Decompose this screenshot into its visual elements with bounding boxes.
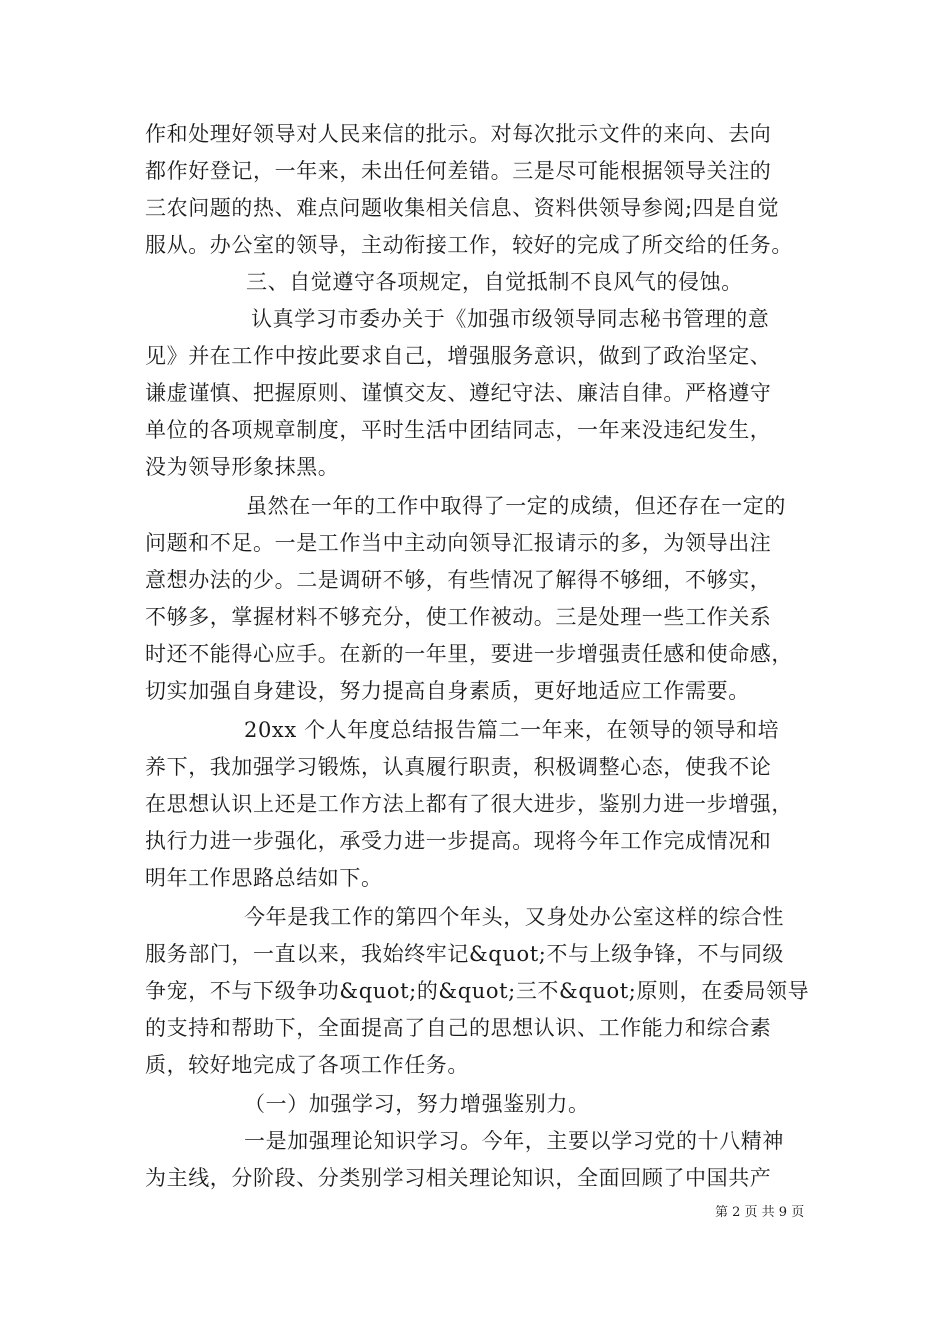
text-line-3: 三农问题的热、难点问题收集相关信息、资料供领导参阅;四是自觉 <box>145 196 780 220</box>
text-line-2: 都作好登记，一年来，未出任何差错。三是尽可能根据领导关注的 <box>145 159 772 183</box>
text-line-22: 今年是我工作的第四个年头，又身处办公室这样的综合性 <box>244 905 784 929</box>
text-line-19: 在思想认识上还是工作方法上都有了很大进步，鉴别力进一步增强， <box>145 792 793 816</box>
text-line-6: 认真学习市委办关于《加强市级领导同志秘书管理的意 <box>251 307 770 331</box>
text-line-10: 没为领导形象抹黑。 <box>145 455 340 479</box>
text-line-18: 养下，我加强学习锻炼，认真履行职责，积极调整心态，使我不论 <box>145 755 772 779</box>
text-line-23: 服务部门，一直以来，我始终牢记&quot;不与上级争锋，不与同级 <box>145 942 785 966</box>
text-line-25: 的支持和帮助下，全面提高了自己的思想认识、工作能力和综合素 <box>145 1016 772 1040</box>
text-line-15: 时还不能得心应手。在新的一年里，要进一步增强责任感和使命感， <box>145 642 793 666</box>
text-line-26: 质，较好地完成了各项工作任务。 <box>145 1053 469 1077</box>
section-heading-three: 三、自觉遵守各项规定，自觉抵制不良风气的侵蚀。 <box>246 270 743 294</box>
text-line-8: 谦虚谨慎、把握原则、谨慎交友、遵纪守法、廉洁自律。严格遵守 <box>145 381 772 405</box>
text-line-28: 一是加强理论知识学习。今年，主要以学习党的十八精神 <box>244 1129 784 1153</box>
text-line-1: 作和处理好领导对人民来信的批示。对每次批示文件的来向、去向 <box>145 122 772 146</box>
text-line-12: 问题和不足。一是工作当中主动向领导汇报请示的多，为领导出注 <box>145 531 772 555</box>
section-heading-one: （一）加强学习，努力增强鉴别力。 <box>244 1092 590 1116</box>
text-line-11: 虽然在一年的工作中取得了一定的成绩，但还存在一定的 <box>246 494 786 518</box>
text-line-7: 见》并在工作中按此要求自己，增强服务意识，做到了政治坚定、 <box>145 344 772 368</box>
text-line-16: 切实加强自身建设，努力提高自身素质，更好地适应工作需要。 <box>145 679 750 703</box>
page-number-footer: 第 2 页 共 9 页 <box>715 1205 805 1220</box>
text-line-21: 明年工作思路总结如下。 <box>145 866 383 890</box>
text-line-9: 单位的各项规章制度，平时生活中团结同志，一年来没违纪发生， <box>145 418 772 442</box>
text-line-13: 意想办法的少。二是调研不够，有些情况了解得不够细，不够实， <box>145 568 772 592</box>
text-line-24: 争宠，不与下级争功&quot;的&quot;三不&quot;原则，在委局领导 <box>145 979 810 1003</box>
text-line-20: 执行力进一步强化，承受力进一步提高。现将今年工作完成情况和 <box>145 829 772 853</box>
text-line-14: 不够多，掌握材料不够充分，使工作被动。三是处理一些工作关系 <box>145 605 772 629</box>
text-line-29: 为主线，分阶段、分类别学习相关理论知识，全面回顾了中国共产 <box>145 1166 772 1190</box>
text-line-4: 服从。办公室的领导，主动衔接工作，较好的完成了所交给的任务。 <box>145 233 793 257</box>
text-line-17: 20xx 个人年度总结报告篇二一年来，在领导的领导和培 <box>244 718 780 742</box>
